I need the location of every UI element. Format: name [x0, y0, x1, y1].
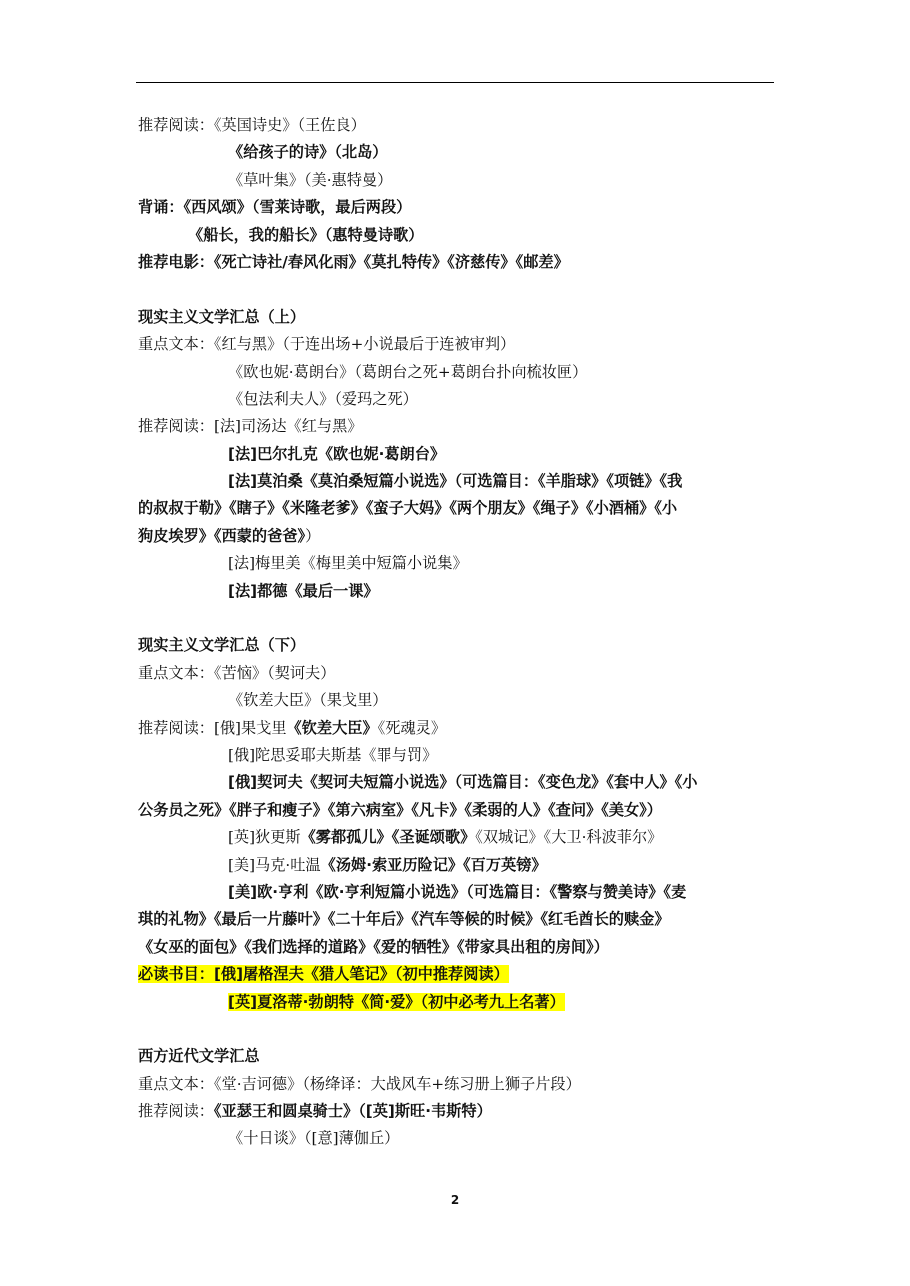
highlight: [英]夏洛蒂·勃朗特《简·爱》（初中必考九上名著）: [228, 992, 565, 1011]
text-span: 推荐阅读：: [138, 1102, 214, 1121]
text-line: [138, 715, 774, 742]
header-rule: [136, 82, 774, 83]
section-heading: 现实主义文学汇总（下）: [138, 636, 306, 655]
text-line: 《欧也妮·葛朗台》（葛朗台之死+葛朗台扑向梳妆匣）: [228, 362, 588, 381]
page-number: 2: [450, 1193, 460, 1207]
text-line: 公务员之死》《胖子和瘦子》《第六病室》《凡卡》《柔弱的人》《查问》《美女》）: [138, 800, 662, 819]
text-line: 《钦差大臣》（果戈里）: [228, 691, 388, 710]
text-span: [美]马克·吐温: [228, 855, 321, 874]
text-line: [法]都德《最后一课》: [228, 581, 379, 600]
text-span: ）: [305, 526, 321, 545]
text-span: 《钦差大臣》: [286, 718, 378, 737]
text-line: 推荐阅读：《英国诗史》（王佐良）: [138, 116, 366, 134]
text-line: [法]巴尔扎克《欧也妮·葛朗台》: [228, 444, 446, 463]
text-line: [138, 852, 774, 879]
section-heading: 西方近代文学汇总: [138, 1047, 260, 1066]
spacer: [138, 605, 774, 632]
text-line: 重点文本：《堂·吉诃德》（杨绛译：大战风车+练习册上狮子片段）: [138, 1074, 581, 1093]
section-heading: 现实主义文学汇总（上）: [138, 307, 306, 326]
text-line: 《给孩子的诗》（北岛）: [228, 143, 388, 162]
text-line: 《草叶集》（美·惠特曼）: [228, 170, 393, 189]
text-line: 重点文本：《苦恼》（契诃夫）: [138, 663, 336, 682]
document-body: [138, 112, 774, 1153]
text-line: [法]莫泊桑《莫泊桑短篇小说选》（可选篇目：《羊脂球》《项链》《我: [228, 472, 683, 491]
text-line: 背诵：《西风颂》（雪莱诗歌，最后两段）: [138, 198, 412, 217]
text-span: 《亚瑟王和圆桌骑士》（[英]斯旺·韦斯特）: [213, 1102, 492, 1121]
text-span: 《死魂灵》: [377, 718, 447, 737]
highlight: 必读书目：[俄]屠格涅夫《猎人笔记》（初中推荐阅读）: [138, 965, 509, 984]
text-span: 推荐阅读：[俄]果戈里: [138, 718, 287, 737]
must-read-line: [138, 989, 774, 1016]
text-line: [138, 1098, 774, 1125]
text-line: 重点文本：《红与黑》（于连出场+小说最后于连被审判）: [138, 335, 516, 354]
text-span: 《双城记》《大卫·科波菲尔》: [475, 828, 663, 847]
text-span: 《雾都孤儿》《圣诞颂歌》: [300, 828, 476, 847]
text-line: 推荐电影：《死亡诗社/春风化雨》《莫扎特传》《济慈传》《邮差》: [138, 252, 569, 271]
text-span: 狗皮埃罗》《西蒙的爸爸》: [138, 526, 306, 545]
text-line: [俄]陀思妥耶夫斯基《罪与罚》: [228, 745, 438, 764]
text-line: [美]欧·亨利《欧·亨利短篇小说选》（可选篇目：《警察与赞美诗》《麦: [228, 882, 687, 901]
text-line: 的叔叔于勒》《瞎子》《米隆老爹》《蛮子大妈》《两个朋友》《绳子》《小酒桶》《小: [138, 499, 678, 518]
text-line: 琪的礼物》《最后一片藤叶》《二十年后》《汽车等候的时候》《红毛酋长的赎金》: [138, 910, 670, 929]
spacer: [138, 276, 774, 303]
text-line: 《女巫的面包》《我们选择的道路》《爱的牺牲》《带家具出租的房间》）: [138, 937, 609, 956]
text-line: 推荐阅读：[法]司汤达《红与黑》: [138, 417, 363, 436]
text-line: [法]梅里美《梅里美中短篇小说集》: [228, 554, 468, 573]
must-read-line: [138, 961, 774, 988]
text-line: [俄]契诃夫《契诃夫短篇小说选》（可选篇目：《变色龙》《套中人》《小: [228, 773, 698, 792]
text-span: 《汤姆·索亚历险记》《百万英镑》: [320, 855, 547, 874]
text-line: [138, 523, 774, 550]
text-line: 《包法利夫人》（爱玛之死）: [228, 389, 418, 408]
text-span: [英]狄更斯: [228, 828, 301, 847]
text-line: [138, 824, 774, 851]
text-line: 《十日谈》（[意]薄伽丘）: [228, 1129, 400, 1148]
text-line: 《船长，我的船长》（惠特曼诗歌）: [188, 225, 424, 244]
spacer: [138, 1016, 774, 1043]
